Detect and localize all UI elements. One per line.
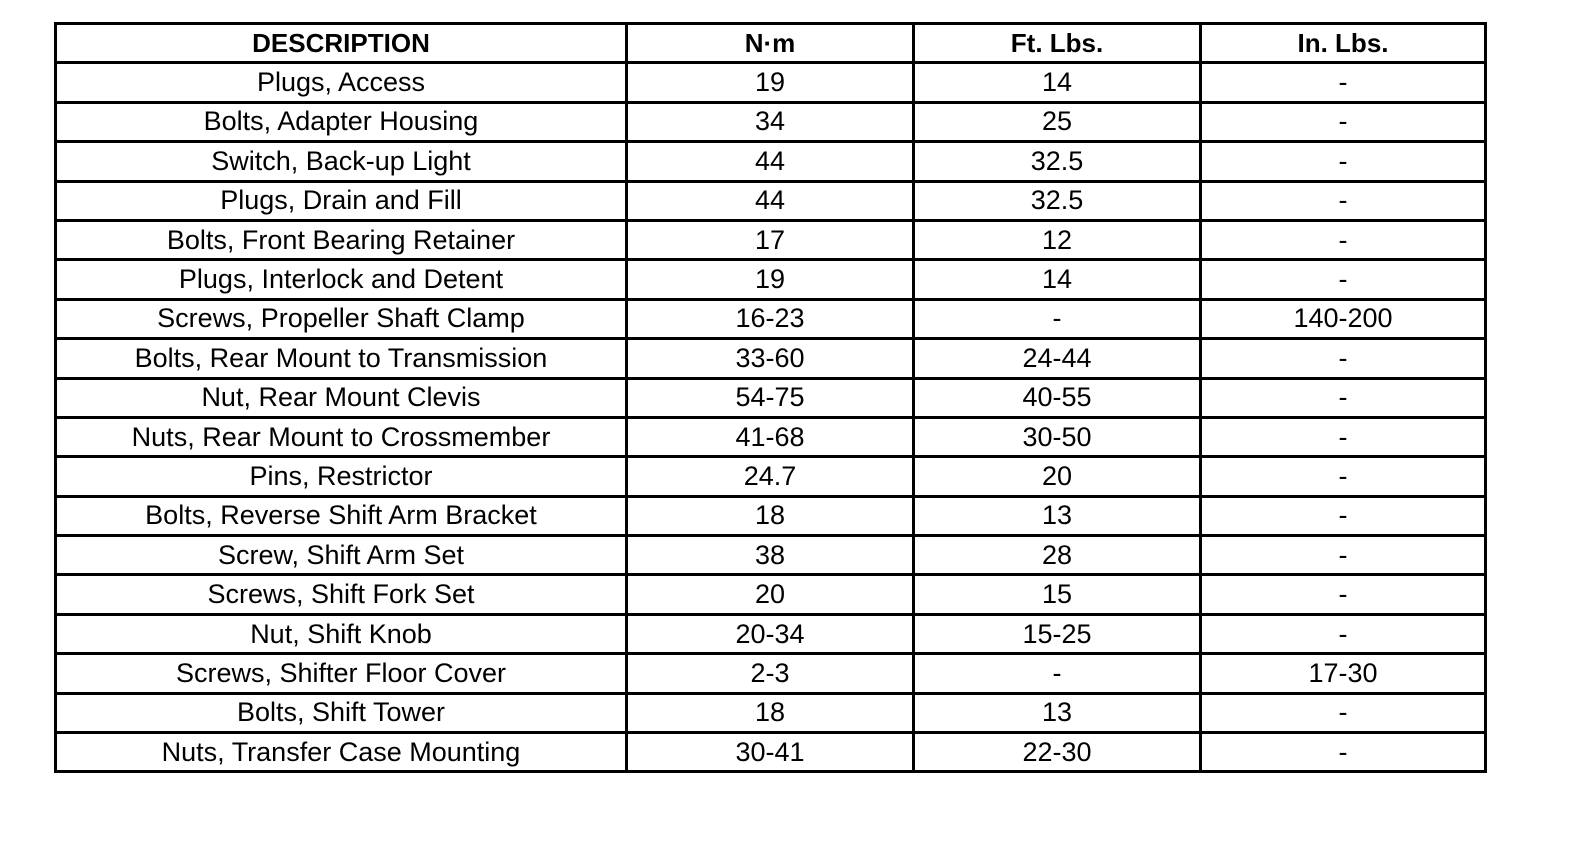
cell-foot-pounds: 20 <box>914 457 1201 496</box>
table-header <box>56 24 1486 63</box>
cell-inch-pounds: 140-200 <box>1201 299 1486 338</box>
cell-foot-pounds: 14 <box>914 260 1201 299</box>
cell-foot-pounds: 13 <box>914 693 1201 732</box>
cell-newton-meters: 24.7 <box>627 457 914 496</box>
cell-inch-pounds: 17-30 <box>1201 654 1486 693</box>
header-inch-pounds: In. Lbs. <box>1201 24 1486 63</box>
cell-foot-pounds: 28 <box>914 536 1201 575</box>
table-body <box>56 63 1486 772</box>
cell-newton-meters: 18 <box>627 496 914 535</box>
header-row <box>56 24 1486 63</box>
header-foot-pounds: Ft. Lbs. <box>914 24 1201 63</box>
cell-description: Pins, Restrictor <box>56 457 627 496</box>
header-description: DESCRIPTION <box>56 24 627 63</box>
cell-newton-meters: 20 <box>627 575 914 614</box>
cell-description: Bolts, Rear Mount to Transmission <box>56 339 627 378</box>
cell-newton-meters: 33-60 <box>627 339 914 378</box>
cell-description: Screws, Shift Fork Set <box>56 575 627 614</box>
table-row <box>56 102 1486 141</box>
table-row <box>56 496 1486 535</box>
table-row <box>56 457 1486 496</box>
cell-inch-pounds: - <box>1201 378 1486 417</box>
cell-foot-pounds: 32.5 <box>914 181 1201 220</box>
table-row <box>56 575 1486 614</box>
torque-specifications-table <box>54 22 1487 773</box>
cell-description: Screw, Shift Arm Set <box>56 536 627 575</box>
cell-inch-pounds: - <box>1201 102 1486 141</box>
cell-inch-pounds: - <box>1201 614 1486 653</box>
cell-description: Nuts, Transfer Case Mounting <box>56 733 627 772</box>
cell-newton-meters: 41-68 <box>627 417 914 456</box>
cell-description: Bolts, Adapter Housing <box>56 102 627 141</box>
cell-newton-meters: 20-34 <box>627 614 914 653</box>
cell-inch-pounds: - <box>1201 575 1486 614</box>
cell-description: Plugs, Interlock and Detent <box>56 260 627 299</box>
cell-description: Bolts, Shift Tower <box>56 693 627 732</box>
cell-inch-pounds: - <box>1201 733 1486 772</box>
cell-foot-pounds: 22-30 <box>914 733 1201 772</box>
cell-newton-meters: 16-23 <box>627 299 914 338</box>
cell-foot-pounds: 40-55 <box>914 378 1201 417</box>
cell-inch-pounds: - <box>1201 457 1486 496</box>
table-row <box>56 733 1486 772</box>
cell-foot-pounds: 13 <box>914 496 1201 535</box>
cell-foot-pounds: - <box>914 299 1201 338</box>
cell-inch-pounds: - <box>1201 260 1486 299</box>
cell-inch-pounds: - <box>1201 693 1486 732</box>
cell-description: Bolts, Reverse Shift Arm Bracket <box>56 496 627 535</box>
cell-inch-pounds: - <box>1201 496 1486 535</box>
cell-description: Screws, Shifter Floor Cover <box>56 654 627 693</box>
table-row <box>56 63 1486 102</box>
cell-description: Switch, Back-up Light <box>56 142 627 181</box>
cell-description: Bolts, Front Bearing Retainer <box>56 220 627 259</box>
cell-inch-pounds: - <box>1201 142 1486 181</box>
cell-inch-pounds: - <box>1201 63 1486 102</box>
cell-foot-pounds: 15-25 <box>914 614 1201 653</box>
cell-newton-meters: 18 <box>627 693 914 732</box>
table-row <box>56 536 1486 575</box>
cell-foot-pounds: 14 <box>914 63 1201 102</box>
table-row <box>56 299 1486 338</box>
cell-newton-meters: 19 <box>627 260 914 299</box>
cell-inch-pounds: - <box>1201 181 1486 220</box>
cell-newton-meters: 17 <box>627 220 914 259</box>
cell-foot-pounds: 32.5 <box>914 142 1201 181</box>
cell-description: Plugs, Drain and Fill <box>56 181 627 220</box>
table-row <box>56 142 1486 181</box>
cell-description: Nuts, Rear Mount to Crossmember <box>56 417 627 456</box>
cell-newton-meters: 30-41 <box>627 733 914 772</box>
cell-inch-pounds: - <box>1201 220 1486 259</box>
cell-newton-meters: 19 <box>627 63 914 102</box>
table-row <box>56 339 1486 378</box>
cell-newton-meters: 54-75 <box>627 378 914 417</box>
table-row <box>56 260 1486 299</box>
cell-newton-meters: 44 <box>627 181 914 220</box>
table-row <box>56 378 1486 417</box>
cell-newton-meters: 38 <box>627 536 914 575</box>
cell-newton-meters: 2-3 <box>627 654 914 693</box>
cell-description: Nut, Shift Knob <box>56 614 627 653</box>
cell-description: Screws, Propeller Shaft Clamp <box>56 299 627 338</box>
cell-inch-pounds: - <box>1201 339 1486 378</box>
cell-foot-pounds: 12 <box>914 220 1201 259</box>
cell-foot-pounds: - <box>914 654 1201 693</box>
cell-foot-pounds: 25 <box>914 102 1201 141</box>
cell-foot-pounds: 30-50 <box>914 417 1201 456</box>
table-row <box>56 614 1486 653</box>
cell-newton-meters: 34 <box>627 102 914 141</box>
table-row <box>56 417 1486 456</box>
cell-newton-meters: 44 <box>627 142 914 181</box>
table-row <box>56 181 1486 220</box>
table-row <box>56 654 1486 693</box>
cell-description: Plugs, Access <box>56 63 627 102</box>
table-row <box>56 693 1486 732</box>
table-row <box>56 220 1486 259</box>
cell-inch-pounds: - <box>1201 417 1486 456</box>
cell-foot-pounds: 24-44 <box>914 339 1201 378</box>
cell-inch-pounds: - <box>1201 536 1486 575</box>
header-newton-meters: N·m <box>627 24 914 63</box>
cell-foot-pounds: 15 <box>914 575 1201 614</box>
cell-description: Nut, Rear Mount Clevis <box>56 378 627 417</box>
